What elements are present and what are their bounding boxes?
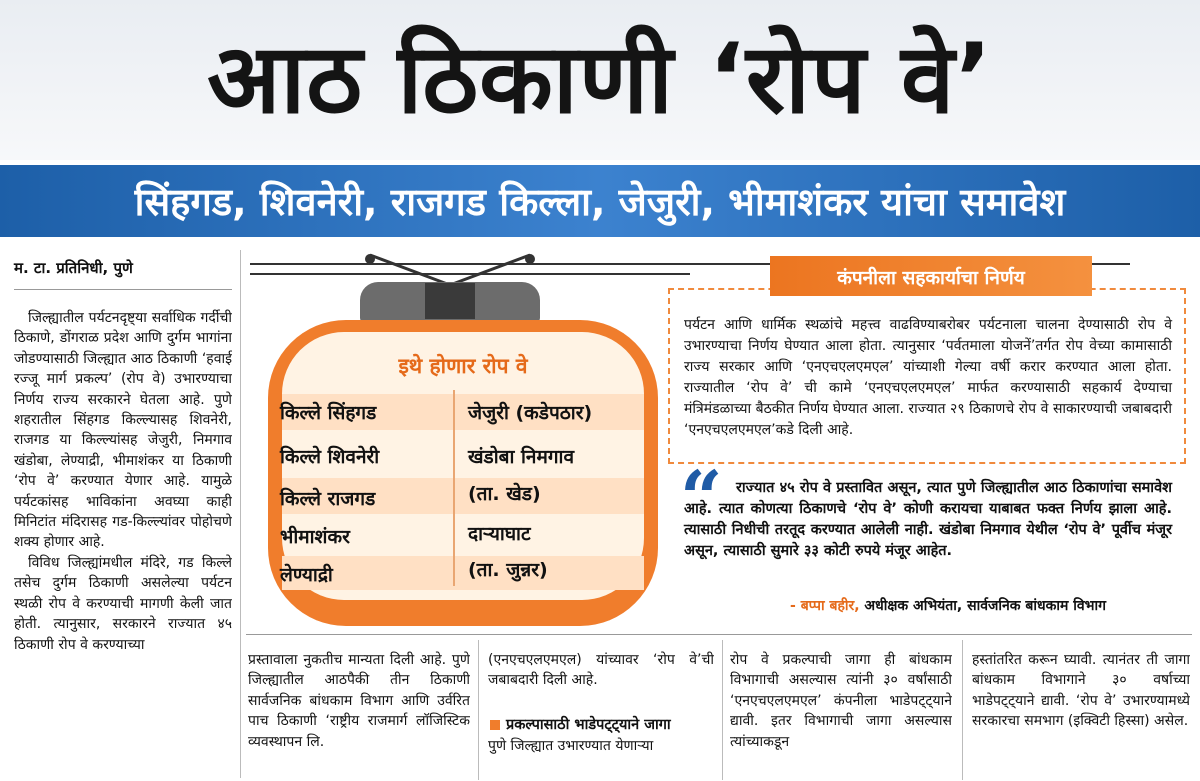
sidebar-title: कंपनीला सहकार्याचा निर्णय [837,267,1025,289]
bullet-square-icon [490,720,500,730]
station-sinhagad: किल्ले सिंहगड [280,402,377,424]
article-column-2: प्रस्तावाला नुकतीच मान्यता दिली आहे. पुणे जिल्ह्यातील आठपैकी तीन ठिकाणी सार्वजनिक बांधकाम विभाग आणि उर्वरित पाच ठिकाणी ‘राष्ट्रीय राजमार्ग लॉजिस्टिक व्यवस्थापन लि. [248,652,470,750]
sidebar-title-tab [770,256,1092,296]
subheadline-band [0,165,1200,237]
station-lenyadri: लेण्याद्री [280,564,333,586]
station-bhimashankar: भीमाशंकर [280,526,350,548]
paragraph: पुणे जिल्ह्यात उभारण्यात येणाऱ्या [488,738,654,754]
sidebar-text: पर्यटन आणि धार्मिक स्थळांचे महत्त्व वाढविण्याबरोबर पर्यटनाला चालना देण्यासाठी रोप वे उभारण्याचा निर्णय घेण्यात आला होता. त्यानुसार ‘पर्वतमाला योजनें’तर्गत रोप वेच्या कामासाठी राज्य सरकार आणि ‘एनएचएलएमएल’ यांच्याशी गेल्या वर्षी करार करण्यात आला होता. राज्यातील ‘रोप वे’ ची कामे ‘एनएचएलएमएल’ मार्फत करण्यासाठी सहकार्य देण्याचा मंत्रिमंडळाच्या बैठकीत निर्णय घेण्यात आला. राज्यात २९ ठिकाणचे रोप वे साकारण्याची जबाबदारी ‘एनएचएलएमएल’कडे दिली आहे. [684,317,1172,438]
quote-author: बप्पा बहीर, [800,598,860,614]
subheadline: सिंहगड, शिवनेरी, राजगड किल्ला, जेजुरी, भीमाशंकर यांचा समावेश [134,180,1066,224]
article-column-4: रोप वे प्रकल्पाची जागा ही बांधकाम विभागाची असल्यास त्यांनी ३० वर्षांसाठी ‘एनएचएलएमएल’ कंपनीला भाडेपट्ट्याने द्यावी. इतर विभागाची जागा असल्यास त्यांच्याकडून [730,652,952,750]
quote-designation: अधीक्षक अभियंता, सार्वजनिक बांधकाम विभाग [859,598,1106,614]
column-divider [962,640,963,780]
headline: आठ ठिकाणी ‘रोप वे’ [207,23,993,135]
section-divider [246,634,1192,635]
station-rajgad: किल्ले राजगड [280,488,376,510]
quote-attribution [790,596,1106,615]
ropeway-list-title: इथे होणार रोप वे [398,354,528,378]
station-daryaghat: दाऱ्याघाट [468,523,531,545]
row-highlight [282,556,644,590]
section-subhead [490,714,671,734]
byline-divider [14,289,232,290]
section-subhead-text: प्रकल्पासाठी भाडेपट्ट्याने जागा [506,717,671,733]
station-taluka-junnar: (ता. जुन्नर) [468,559,548,581]
article-column-3 [488,650,714,710]
station-khandoba-nimgaon: खंडोबा निमगाव [468,446,575,468]
headline-banner [0,0,1200,160]
station-shivneri: किल्ले शिवनेरी [280,446,380,468]
quote-dash: - [790,598,801,614]
list-divider [453,390,455,586]
station-jejuri: जेजुरी (कडेपठार) [468,402,593,424]
article-column-1 [14,308,232,778]
paragraph: जिल्ह्यातील पर्यटनदृष्ट्या सर्वाधिक गर्दीची ठिकाणे, डोंगराळ प्रदेश आणि दुर्गम भागांना जोडण्यासाठी जिल्ह्यात आठ ठिकाणी ‘हवाई रज्जू मार्ग प्रकल्प’ (रोप वे) उभारण्याचा निर्णय राज्य सरकारने घेतला आहे. पुणे शहरातील सिंहगड किल्ल्यासह शिवनेरी, राजगड या किल्ल्यांसह जेजुरी, निमगाव खंडोबा, लेण्याद्री, भीमाशंकर या ठिकाणी ‘रोप वे’ करण्यात येणार आहे. यामुळे पर्यटकांसह भाविकांना अवघ्या काही मिनिटांत मंदिरासह गड-किल्ल्यांवर पोहोचणे शक्य होणार आहे. [14,310,232,551]
quote-text: राज्यात ४५ रोप वे प्रस्तावित असून, त्यात पुणे जिल्ह्यातील आठ ठिकाणांचा समावेश आहे. त्यात कोणत्या ठिकाणचे ‘रोप वे’ कोणी करायचा याबाबत फक्त निर्णय झाला आहे. त्यासाठी निधीची तरतूद करण्यात आलेली नाही. खंडोबा निमगाव येथील ‘रोप वे’ पूर्वीच मंजूर असून, त्यासाठी सुमारे ३३ कोटी रुपये मंजूर आहेत. [684,480,1172,559]
column-divider [478,640,479,780]
column-divider [722,640,723,780]
station-taluka-khed: (ता. खेड) [468,483,541,505]
column-divider [240,250,241,778]
quote-icon: “ [680,456,723,542]
paragraph: विविध जिल्ह्यांमधील मंदिरे, गड किल्ले तसेच दुर्गम ठिकाणी असलेल्या पर्यटन स्थळी रोप वे करण्याची मागणी केली जात होती. त्यानुसार, सरकारने राज्यात ४५ ठिकाणी रोप वे करण्याच्या [14,554,232,653]
paragraph: (एनएचएलएमएल) यांच्यावर ‘रोप वे’ची जबाबदारी दिली आहे. [488,652,714,689]
gondola-grip [425,283,475,319]
article-column-5: हस्तांतरित करून घ्यावी. त्यानंतर ती जागा बांधकाम विभागाने ३० वर्षाच्या भाडेपट्ट्याने द्यावी. ‘रोप वे’ उभारण्यामध्ये सरकारचा समभाग (इक्विटी हिस्सा) असेल. [972,652,1190,730]
article-column-3-continued [488,736,714,776]
byline: म. टा. प्रतिनिधी, पुणे [14,259,133,277]
